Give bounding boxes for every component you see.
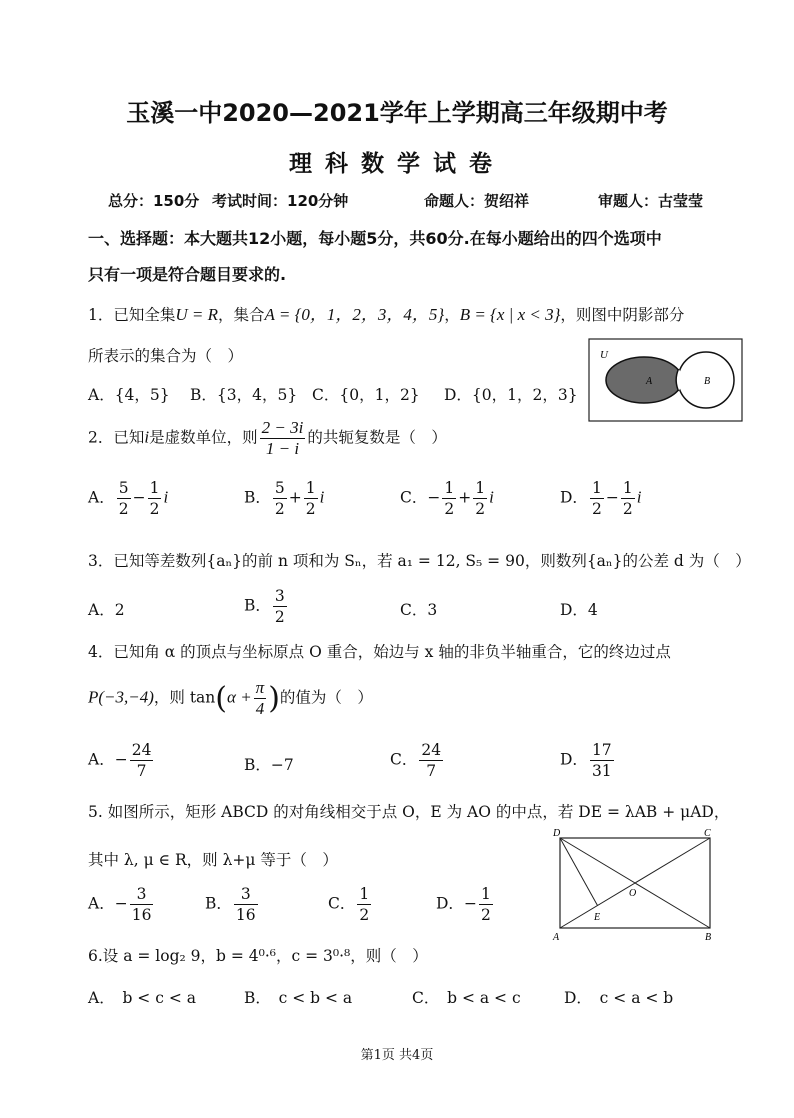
q5-a-n: 3 (130, 884, 154, 905)
q5-a-label: A． (88, 894, 115, 913)
q1-option-d: D．{0，1，2，3} (444, 386, 578, 404)
q6-option-a: A． b < c < a (88, 989, 196, 1007)
q5-c-label: C． (328, 894, 356, 913)
q2-c-d1: 2 (444, 500, 455, 518)
q1-set-b: B = {x | x < 3} (459, 305, 561, 324)
q3-b-frac (273, 586, 287, 627)
q5-a-frac (130, 884, 154, 925)
q3-b-label: B． (244, 596, 271, 615)
q2-b-label: B． (244, 488, 271, 507)
venn-label-u: U (600, 349, 608, 361)
q2-d-n2: 1 (622, 479, 633, 497)
q4-alpha: α + (227, 687, 252, 707)
q2-fraction (260, 418, 306, 459)
q6-option-d: D． c < a < b (564, 989, 674, 1007)
q1-text-a: 1．已知全集 (88, 306, 176, 324)
q2-b-frac1 (273, 478, 287, 519)
q1-option-c: C．{0，1，2} (312, 386, 420, 404)
question-5-line1: 5. 如图所示，矩形 ABCD 的对角线相交于点 O，E 为 AO 的中点，若 DE = λAB + μAD， (88, 803, 730, 821)
q5-b-label: B． (205, 894, 232, 913)
q5-b-n: 3 (234, 884, 258, 905)
q4-suffix: 的值为（ ） (279, 688, 373, 707)
q2-d-frac1 (590, 478, 604, 519)
q4-paren-right: ) (268, 681, 280, 716)
q2-b-i: i (319, 487, 325, 507)
q2-b-op: + (288, 488, 302, 507)
q2-c-d2: 2 (475, 500, 486, 518)
q2-c-label: C． (400, 488, 428, 507)
q5-c-frac (357, 884, 371, 925)
q5-option-a (88, 884, 155, 925)
q4-a-frac (130, 740, 154, 781)
q2-c-sign: − (427, 488, 441, 507)
venn-label-a: A (646, 376, 653, 387)
q1-option-a: A．{4，5} (88, 386, 170, 404)
q2-a-label: A． (88, 488, 115, 507)
q4-d-frac (590, 740, 614, 781)
label-o: O (629, 888, 637, 899)
q4-a-n: 24 (131, 741, 152, 759)
q5-b-d: 16 (235, 906, 256, 924)
label-c: C (704, 828, 711, 839)
label-e: E (594, 912, 601, 923)
venn-set-a (606, 357, 682, 403)
page-title: 玉溪一中2020—2021学年上学期高三年级期中考 (126, 99, 668, 127)
question-author: 命题人：贺绍祥 (424, 192, 530, 210)
q2-a-n2: 1 (149, 479, 160, 497)
question-1-line2: 所表示的集合为（ ） (88, 347, 244, 365)
q4-c-frac (419, 740, 443, 781)
q3-option-d: D．4 (560, 601, 598, 619)
q4-option-d (560, 740, 616, 781)
q2-b-frac2 (304, 478, 318, 519)
q4-b-value: −7 (270, 756, 294, 774)
q2-b-d2: 2 (305, 500, 316, 518)
q4-pi-d: 4 (255, 699, 265, 718)
q4-option-a (88, 740, 155, 781)
q4-a-d: 7 (136, 762, 147, 780)
page-footer: 第1页 共4页 (360, 1048, 434, 1063)
label-a: A (553, 932, 560, 943)
q2-d-op: − (605, 488, 619, 507)
q5-option-b (205, 884, 260, 925)
question-3: 3．已知等差数列{aₙ}的前 n 项和为 Sₙ，若 a₁ = 12, S₅ = 90，则数列{aₙ}的公差 d 为（ ） (88, 552, 751, 570)
q2-option-a (88, 478, 168, 519)
q5-d-n: 1 (480, 885, 491, 903)
q2-d-label: D． (560, 488, 588, 507)
q5-b-frac (234, 884, 258, 925)
question-6: 6.设 a = log₂ 9，b = 4⁰·⁶，c = 3⁰·⁸，则（ ） (88, 947, 428, 965)
question-5-line2: 其中 λ, μ ∈ R，则 λ+μ 等于（ ） (88, 851, 338, 869)
q2-d-frac2 (621, 478, 635, 519)
q1-option-b: B．{3，4，5} (190, 386, 298, 404)
q3-option-b (244, 586, 289, 627)
q1-text-b: ，集合 (218, 306, 265, 324)
q2-d-n1: 1 (591, 479, 602, 497)
q2-mid: 是虚数单位，则 (149, 428, 258, 447)
q5-d-d: 2 (480, 906, 491, 924)
q4-b-label: B． (244, 756, 271, 774)
venn-label-b: B (704, 376, 711, 387)
q2-numerator: 2 − 3i (261, 418, 304, 437)
q3-option-c: C．3 (400, 601, 438, 619)
q4-option-b (244, 753, 294, 775)
q3-b-den: 2 (274, 608, 285, 626)
q5-a-sign: − (114, 894, 128, 913)
rectangle-figure (548, 826, 720, 946)
q4-c-label: C． (390, 750, 418, 769)
question-4-line2 (88, 678, 373, 719)
q2-b-d1: 2 (274, 500, 285, 518)
segment-de (560, 838, 598, 906)
q5-option-c (328, 884, 373, 925)
question-1-line1 (88, 300, 684, 325)
q5-c-n: 1 (359, 885, 370, 903)
q2-option-c (400, 478, 494, 519)
section-heading-line1: 一、选择题：本大题共12小题，每小题5分，共60分.在每小题给出的四个选项中 (88, 229, 662, 248)
q4-a-sign: − (114, 750, 128, 769)
q4-c-n: 24 (421, 741, 442, 759)
q2-a-d1: 2 (118, 500, 129, 518)
q4-c-d: 7 (426, 762, 437, 780)
label-b: B (705, 932, 712, 943)
q2-b-n2: 1 (305, 479, 316, 497)
q2-c-frac1 (442, 478, 456, 519)
q5-c-d: 2 (359, 906, 370, 924)
q2-denominator: 1 − i (265, 439, 300, 458)
q2-d-d1: 2 (591, 500, 602, 518)
q4-point: P(−3,−4) (88, 687, 154, 707)
q2-c-i: i (489, 487, 494, 507)
q2-i: i (144, 427, 150, 447)
venn-diagram (588, 338, 744, 423)
q5-d-label: D． (436, 894, 464, 913)
q4-pi-frac (254, 678, 267, 719)
reviewer: 审题人：古莹莹 (598, 192, 704, 210)
q5-d-sign: − (463, 894, 477, 913)
q4-paren-left: ( (215, 681, 228, 716)
q4-pi-n: π (255, 678, 265, 697)
q4-d-label: D． (560, 750, 588, 769)
q1-sep: ， (444, 306, 460, 324)
q2-a-frac1 (117, 478, 131, 519)
q2-c-frac2 (473, 478, 487, 519)
question-2 (88, 418, 447, 459)
q2-option-d (560, 478, 641, 519)
q4-d-d: 31 (591, 762, 612, 780)
q4-a-label: A． (88, 750, 115, 769)
q2-a-n1: 5 (118, 479, 129, 497)
q3-b-num: 3 (274, 587, 285, 605)
q2-d-d2: 2 (622, 500, 633, 518)
q3-option-a: A．2 (88, 601, 125, 619)
q6-option-b: B． c < b < a (244, 989, 353, 1007)
q1-text-c: ，则图中阴影部分 (560, 306, 685, 324)
q2-c-op: + (458, 488, 472, 507)
q2-a-op: − (132, 488, 146, 507)
page-subtitle: 理科数学试卷 (289, 151, 505, 177)
section-heading-line2: 只有一项是符合题目要求的. (88, 265, 287, 284)
total-score: 总分：150分 (108, 192, 200, 210)
q2-suffix: 的共轭复数是（ ） (307, 428, 447, 447)
q5-d-frac (479, 884, 493, 925)
q2-prefix: 2．已知 (88, 428, 145, 447)
exam-time: 考试时间：120分钟 (212, 192, 349, 210)
q4-option-c (390, 740, 445, 781)
question-4-line1: 4．已知角 α 的顶点与坐标原点 O 重合，始边与 x 轴的非负半轴重合，它的终边过点 (88, 643, 671, 661)
q2-d-i: i (636, 487, 642, 507)
q1-set-a: A = {0，1，2，3，4，5} (264, 305, 445, 324)
q6-option-c: C． b < a < c (412, 989, 521, 1007)
label-d: D (553, 828, 561, 839)
q2-a-frac2 (148, 478, 162, 519)
q1-universal-set: U = R (175, 305, 219, 324)
q5-a-d: 16 (131, 906, 152, 924)
q2-c-n2: 1 (475, 479, 486, 497)
q2-b-n1: 5 (274, 479, 285, 497)
q5-option-d (436, 884, 495, 925)
q2-c-n1: 1 (444, 479, 455, 497)
q2-a-i: i (163, 487, 169, 507)
q2-option-b (244, 478, 324, 519)
q4-mid: ，则 tan (153, 688, 216, 707)
q4-d-n: 17 (591, 741, 612, 759)
q2-a-d2: 2 (149, 500, 160, 518)
